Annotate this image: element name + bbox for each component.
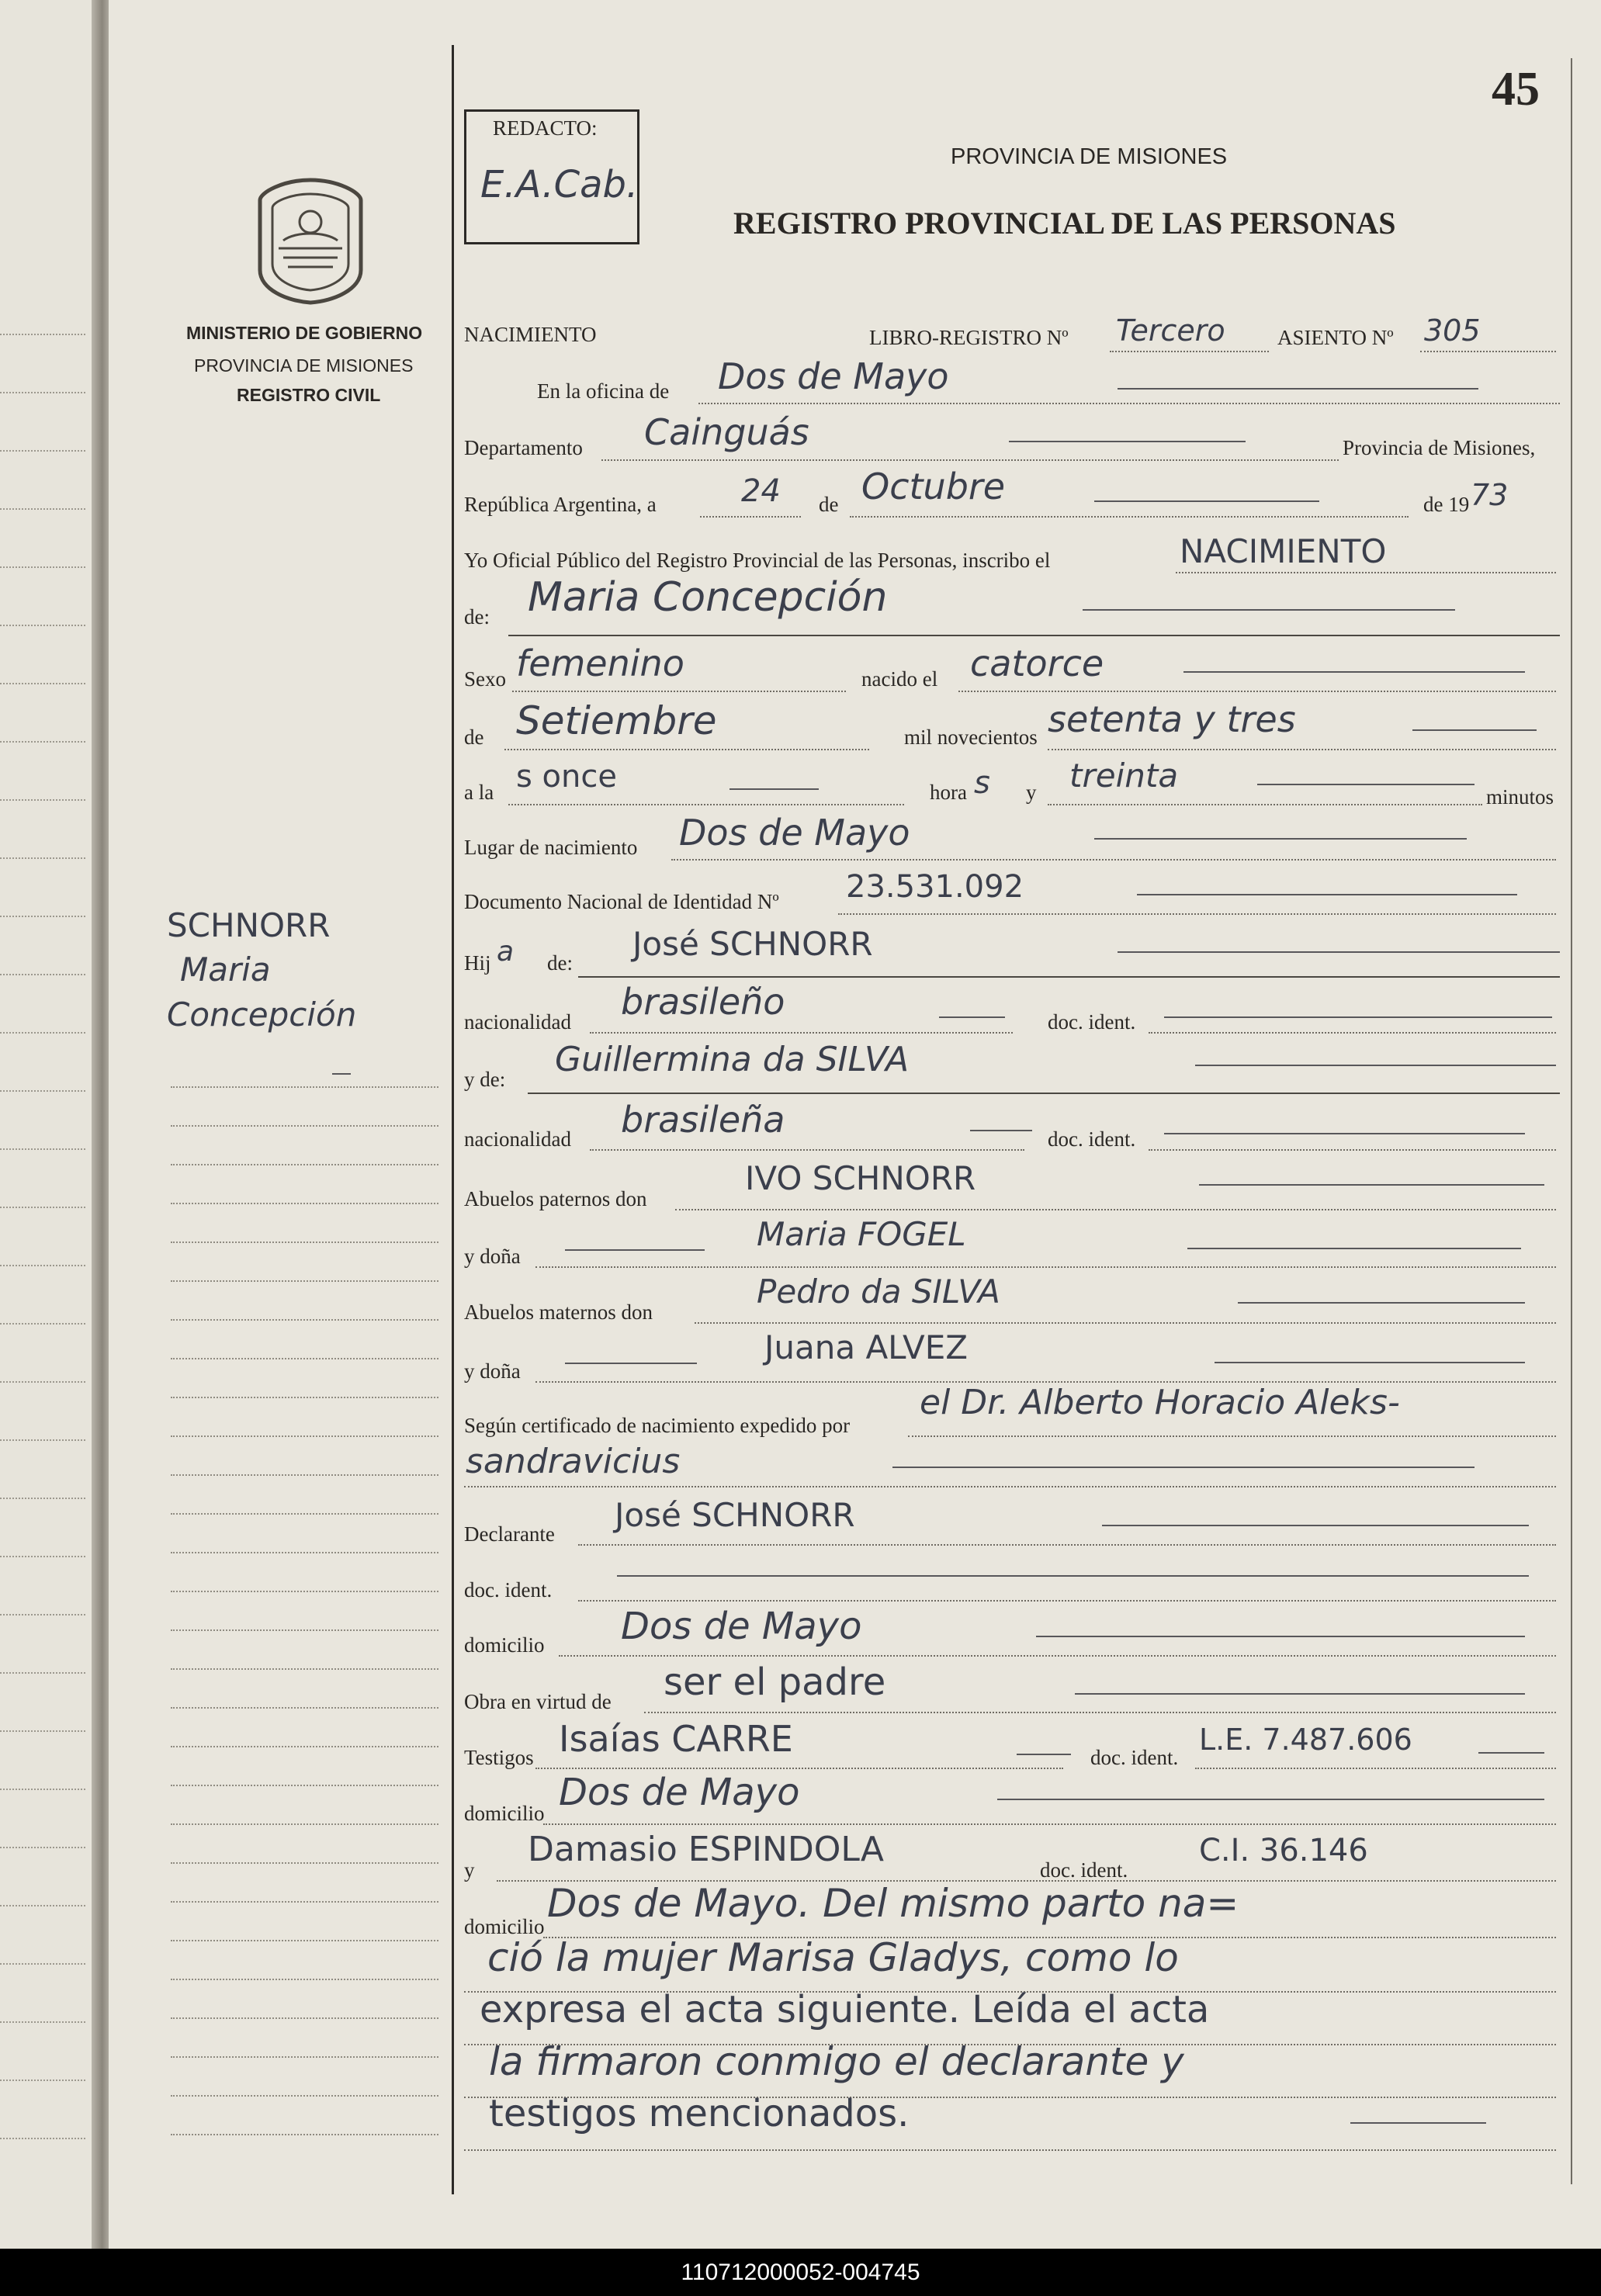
madre-dash — [1195, 1065, 1556, 1066]
docid4-label: doc. ident. — [1090, 1746, 1179, 1769]
asiento-value: 305 — [1424, 313, 1481, 348]
hij-de-label: de: — [547, 951, 573, 975]
mes-value: Octubre — [861, 466, 1006, 507]
oficial-text: Yo Oficial Público del Registro Provincial de las Personas, inscribo el — [464, 549, 1051, 572]
nombre-rule — [508, 635, 1560, 636]
nacido-value: catorce — [970, 642, 1104, 684]
coat-of-arms-seal — [252, 177, 369, 305]
testigo2-value: Damasio ESPINDOLA — [528, 1830, 885, 1869]
ydona1-dots — [535, 1266, 1556, 1268]
sexo-value: femenino — [516, 642, 684, 684]
departamento-dash — [1009, 441, 1246, 442]
minutos-dots — [1048, 804, 1482, 805]
dia-dots — [700, 516, 801, 518]
docid2-dash — [1164, 1133, 1525, 1134]
segun-value2: sandravicius — [466, 1442, 681, 1481]
declarante-value: José SCHNORR — [615, 1496, 855, 1534]
domicilio2-dots — [543, 1823, 1556, 1825]
mil-label: mil novecientos — [904, 726, 1038, 749]
nacido-label: nacido el — [861, 667, 938, 691]
abmat-dona-value: Juana ALVEZ — [764, 1328, 969, 1366]
oficina-dash — [1118, 388, 1478, 390]
de-label-1: de — [819, 493, 839, 516]
note-line-5: testigos mencionados. — [489, 2092, 910, 2135]
note5-dots — [464, 2149, 1556, 2151]
note5-dash — [1350, 2122, 1486, 2124]
testigo1-doc-dots — [1195, 1768, 1556, 1769]
docid1-label: doc. ident. — [1048, 1010, 1136, 1034]
abpat-dots — [675, 1209, 1556, 1210]
dia-value: 24 — [741, 473, 781, 509]
lugar-value: Dos de Mayo — [679, 812, 910, 854]
segun-value1: el Dr. Alberto Horacio Aleks- — [920, 1383, 1400, 1422]
docid3-dots — [578, 1600, 1556, 1602]
departamento-label: Departamento — [464, 436, 583, 459]
margin-rule — [452, 45, 454, 2194]
nac2-label: nacionalidad — [464, 1127, 571, 1151]
docid3-dash — [617, 1575, 1529, 1577]
provincia-label: Provincia de Misiones, — [1343, 436, 1536, 459]
lugar-dots — [671, 859, 1556, 861]
asiento-dots — [1420, 351, 1556, 352]
docid1-dash — [1164, 1016, 1552, 1018]
domicilio2-value: Dos de Mayo — [559, 1771, 800, 1814]
dni-label: Documento Nacional de Identidad Nº — [464, 890, 779, 913]
nacido-dash — [1183, 671, 1525, 673]
abmat-dots — [695, 1322, 1556, 1324]
obra-value: ser el padre — [664, 1661, 886, 1704]
registry-header: REGISTRO PROVINCIAL DE LAS PERSONAS — [733, 206, 1396, 241]
ydona1-dash2 — [1187, 1248, 1521, 1249]
nacimiento-label: NACIMIENTO — [464, 323, 597, 346]
ala-dash — [729, 788, 819, 790]
inscribo-dots — [1176, 572, 1556, 573]
dni-dash — [1137, 894, 1517, 895]
padre-rule — [578, 976, 1560, 978]
redacto-box — [464, 109, 639, 244]
hij-suffix: a — [497, 936, 515, 968]
lugar-label: Lugar de nacimiento — [464, 836, 638, 859]
docid5-label: doc. ident. — [1040, 1858, 1128, 1882]
domicilio1-dots — [559, 1655, 1556, 1657]
nombre-value: Maria Concepción — [528, 574, 888, 621]
ala-label: a la — [464, 781, 494, 804]
ministry-line2: PROVINCIA DE MISIONES — [194, 355, 414, 376]
mes-dash — [1094, 500, 1319, 502]
facing-page — [0, 0, 99, 2249]
mes-nac-dots — [504, 749, 869, 750]
obra-label: Obra en virtud de — [464, 1690, 612, 1713]
libro-dots — [1110, 351, 1269, 352]
docid3-label: doc. ident. — [464, 1578, 553, 1602]
domicilio2-label: domicilio — [464, 1802, 545, 1825]
madre-rule — [528, 1093, 1560, 1094]
ydona2-dash2 — [1215, 1362, 1525, 1363]
padre-dash — [1118, 951, 1560, 953]
ydona2-label: y doña — [464, 1359, 521, 1383]
testigo2-doc: C.I. 36.146 — [1199, 1833, 1368, 1868]
abpat-label: Abuelos paternos don — [464, 1187, 647, 1210]
docid2-dots — [1149, 1149, 1556, 1151]
libro-label: LIBRO-REGISTRO Nº — [869, 326, 1069, 349]
libro-value: Tercero — [1116, 313, 1225, 348]
image-id-footer: 110712000052-004745 — [0, 2249, 1601, 2296]
minutos-dash — [1257, 784, 1475, 785]
abmat-label: Abuelos maternos don — [464, 1300, 653, 1324]
oficina-value: Dos de Mayo — [718, 355, 949, 397]
nombre-dash — [1083, 609, 1455, 611]
margin-surname: SCHNORR — [167, 906, 331, 944]
mes-nac-value: Setiembre — [516, 698, 717, 743]
nac1-value: brasileño — [621, 981, 785, 1023]
departamento-dots — [601, 459, 1339, 461]
padre-value: José SCHNORR — [632, 925, 873, 963]
y-label-2: y — [464, 1858, 475, 1882]
hora-label: hora — [930, 781, 967, 804]
obra-dash — [1075, 1693, 1525, 1695]
ministry-line3: REGISTRO CIVIL — [237, 385, 381, 405]
note-line-4: la firmaron conmigo el declarante y — [489, 2039, 1184, 2084]
abpat-dona-value: Maria FOGEL — [757, 1215, 966, 1253]
anio-nac-dots — [1048, 749, 1556, 750]
testigos-label: Testigos — [464, 1746, 534, 1769]
ydona1-dash1 — [565, 1249, 705, 1251]
abmat-value: Pedro da SILVA — [757, 1273, 1000, 1311]
domicilio1-label: domicilio — [464, 1633, 545, 1657]
margin-name2: Concepción — [167, 996, 357, 1034]
ydona2-dash1 — [565, 1363, 697, 1364]
minutos-label: minutos — [1486, 785, 1554, 809]
redacto-initials: E.A.Cab. — [480, 163, 639, 206]
declarante-dots — [578, 1544, 1556, 1546]
abmat-dash — [1238, 1302, 1525, 1304]
obra-dots — [644, 1712, 1556, 1713]
domicilio1-dash — [1036, 1636, 1525, 1637]
abpat-value: IVO SCHNORR — [745, 1159, 976, 1197]
right-rule — [1571, 58, 1572, 2184]
margin-name1: Maria — [180, 951, 271, 989]
testigo1-dots — [535, 1768, 1063, 1769]
sexo-dots — [512, 691, 846, 692]
dni-dots — [838, 913, 1556, 915]
year-value: 73 — [1471, 478, 1509, 512]
madre-value: Guillermina da SILVA — [555, 1040, 910, 1079]
y-label-1: y — [1026, 781, 1037, 804]
margin-dash — [332, 1073, 351, 1075]
nac1-dots — [590, 1032, 1013, 1034]
republica-label: República Argentina, a — [464, 493, 657, 516]
oficina-dots — [698, 403, 1560, 404]
lugar-dash — [1094, 838, 1467, 840]
segun2-dots — [464, 1486, 1556, 1487]
declarante-dash — [1102, 1525, 1529, 1526]
nacido-dots — [958, 691, 1556, 692]
departamento-value: Cainguás — [644, 411, 809, 453]
nac2-dots — [590, 1149, 1024, 1151]
ydona1-label: y doña — [464, 1245, 521, 1268]
mes-dots — [850, 516, 1409, 518]
abpat-dash — [1199, 1184, 1544, 1186]
de-label-3: de — [464, 726, 484, 749]
ministry-line1: MINISTERIO DE GOBIERNO — [186, 323, 423, 343]
note-line-2: ció la mujer Marisa Gladys, como lo — [487, 1935, 1179, 1980]
segun-dash — [892, 1467, 1475, 1468]
testigo1-doc-dash — [1478, 1752, 1544, 1754]
yde-label: y de: — [464, 1068, 506, 1091]
docid2-label: doc. ident. — [1048, 1127, 1136, 1151]
hij-label: Hij — [464, 951, 491, 975]
domicilio2-dash — [997, 1799, 1544, 1800]
segun-label: Según certificado de nacimiento expedido por — [464, 1414, 851, 1437]
docid1-dots — [1149, 1032, 1556, 1034]
page-number: 45 — [1492, 63, 1540, 116]
domicilio1-value: Dos de Mayo — [621, 1605, 862, 1648]
de-year-label: de 19 — [1423, 493, 1470, 516]
de-label-2: de: — [464, 605, 490, 629]
hora-suffix: s — [974, 765, 990, 801]
note-line-3: expresa el acta siguiente. Leída el acta — [480, 1988, 1210, 2031]
dni-value: 23.531.092 — [846, 869, 1024, 905]
nac2-value: brasileña — [621, 1099, 785, 1141]
segun-dots — [908, 1435, 1556, 1437]
nac1-label: nacionalidad — [464, 1010, 571, 1034]
province-header: PROVINCIA DE MISIONES — [951, 144, 1228, 169]
domicilio3-label: domicilio — [464, 1915, 545, 1938]
asiento-label: ASIENTO Nº — [1277, 326, 1394, 349]
minutos-value: treinta — [1069, 757, 1179, 795]
testigo1-value: Isaías CARRE — [559, 1718, 793, 1760]
nac2-dash — [970, 1130, 1032, 1131]
redacto-label: REDACTO: — [493, 116, 598, 140]
inscribo-value: NACIMIENTO — [1180, 532, 1387, 570]
testigo1-doc: L.E. 7.487.606 — [1199, 1723, 1412, 1757]
ala-value: s once — [516, 759, 617, 795]
sexo-label: Sexo — [464, 667, 506, 691]
ala-dots — [508, 804, 904, 805]
domicilio3-value: Dos de Mayo. Del mismo parto na= — [547, 1881, 1239, 1926]
oficina-label: En la oficina de — [537, 379, 670, 403]
declarante-label: Declarante — [464, 1522, 555, 1546]
testigo1-dash — [1017, 1754, 1071, 1755]
nac1-dash — [939, 1016, 1005, 1018]
anio-nac-value: setenta y tres — [1048, 698, 1296, 740]
anio-nac-dash — [1412, 729, 1537, 731]
